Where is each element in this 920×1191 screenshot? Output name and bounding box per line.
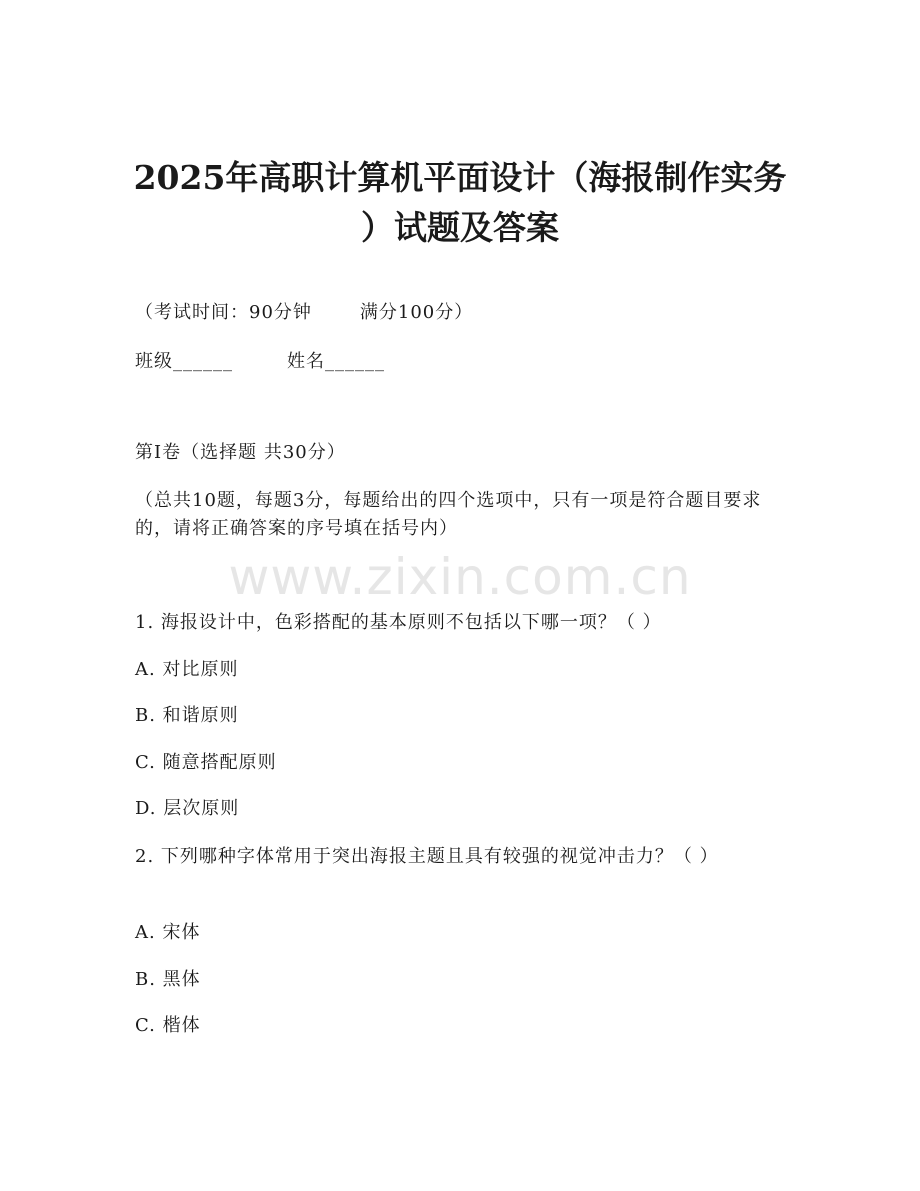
question-1-option-b: B. 和谐原则 bbox=[135, 705, 239, 726]
student-info bbox=[135, 348, 385, 376]
section-instructions: （总共10题，每题3分，每题给出的四个选项中，只有一项是符合题目要求的，请将正确答案的序号填在括号内） bbox=[135, 490, 762, 539]
question-2-stem: 2. 下列哪种字体常用于突出海报主题且具有较强的视觉冲击力？（ ） bbox=[135, 846, 719, 867]
watermark: www.zixin.com.cn bbox=[228, 548, 692, 606]
question-1-option-d: D. 层次原则 bbox=[135, 798, 240, 819]
question-1-option-c: C. 随意搭配原则 bbox=[135, 752, 277, 773]
class-field: 班级______ bbox=[135, 351, 233, 372]
exam-info bbox=[135, 299, 473, 327]
section-heading: 第I卷（选择题 共30分） bbox=[135, 442, 346, 463]
exam-time: （考试时间：90分钟 bbox=[135, 302, 312, 323]
question-1-stem: 1. 海报设计中，色彩搭配的基本原则不包括以下哪一项？（ ） bbox=[135, 612, 662, 633]
exam-score: 满分100分） bbox=[359, 302, 474, 323]
document-title-line-2: ）试题及答案 bbox=[361, 208, 559, 247]
question-2-option-b: B. 黑体 bbox=[135, 969, 201, 990]
question-1-option-a: A. 对比原则 bbox=[135, 659, 239, 680]
question-2-option-c: C. 楷体 bbox=[135, 1015, 201, 1036]
name-field: 姓名______ bbox=[287, 351, 385, 372]
question-2-option-a: A. 宋体 bbox=[135, 922, 201, 943]
document-title-line-1: 2025年高职计算机平面设计（海报制作实务 bbox=[133, 158, 787, 197]
